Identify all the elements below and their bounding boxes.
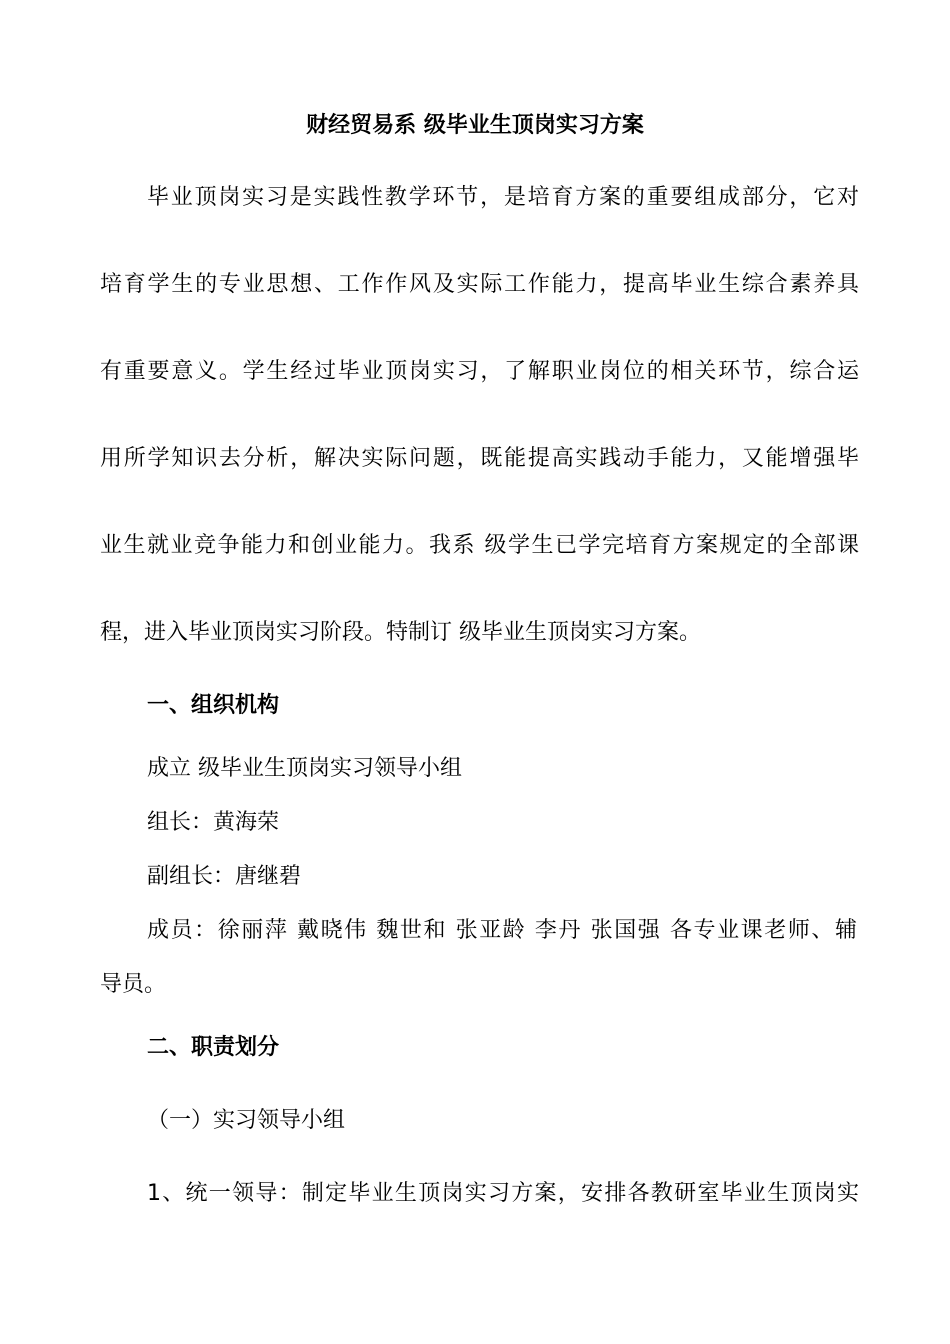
intro-paragraph-line: 程，进入毕业顶岗实习阶段。特制订 级毕业生顶岗实习方案。: [100, 620, 701, 645]
section-heading-responsibilities: 二、职责划分: [147, 1035, 280, 1060]
intro-paragraph-line: 毕业顶岗实习是实践性教学环节，是培育方案的重要组成部分，它对: [147, 185, 859, 210]
org-members-text: 成员：徐丽萍 戴晓伟 魏世和 张亚龄 李丹 张国强 各专业课老师、辅: [147, 918, 857, 943]
org-leader-text: 组长：黄海荣: [147, 810, 280, 835]
intro-paragraph-line: 用所学知识去分析，解决实际问题，既能提高实践动手能力，又能增强毕: [100, 446, 859, 471]
org-deputy-text: 副组长：唐继碧: [147, 864, 302, 889]
section-heading-organization: 一、组织机构: [147, 693, 280, 718]
document-title: 财经贸易系 级毕业生顶岗实习方案: [306, 113, 644, 138]
org-members-text-continued: 导员。: [100, 972, 167, 997]
intro-paragraph-line: 培育学生的专业思想、工作作风及实际工作能力，提高毕业生综合素养具: [100, 272, 859, 297]
subsection-heading-leadership-group: （一）实习领导小组: [147, 1108, 346, 1133]
intro-paragraph-line: 有重要意义。学生经过毕业顶岗实习，了解职业岗位的相关环节，综合运: [100, 359, 859, 384]
responsibility-item-1: 1、统一领导：制定毕业生顶岗实习方案，安排各教研室毕业生顶岗实: [147, 1181, 859, 1206]
org-setup-text: 成立 级毕业生顶岗实习领导小组: [147, 756, 462, 781]
intro-paragraph-line: 业生就业竞争能力和创业能力。我系 级学生已学完培育方案规定的全部课: [100, 533, 859, 558]
